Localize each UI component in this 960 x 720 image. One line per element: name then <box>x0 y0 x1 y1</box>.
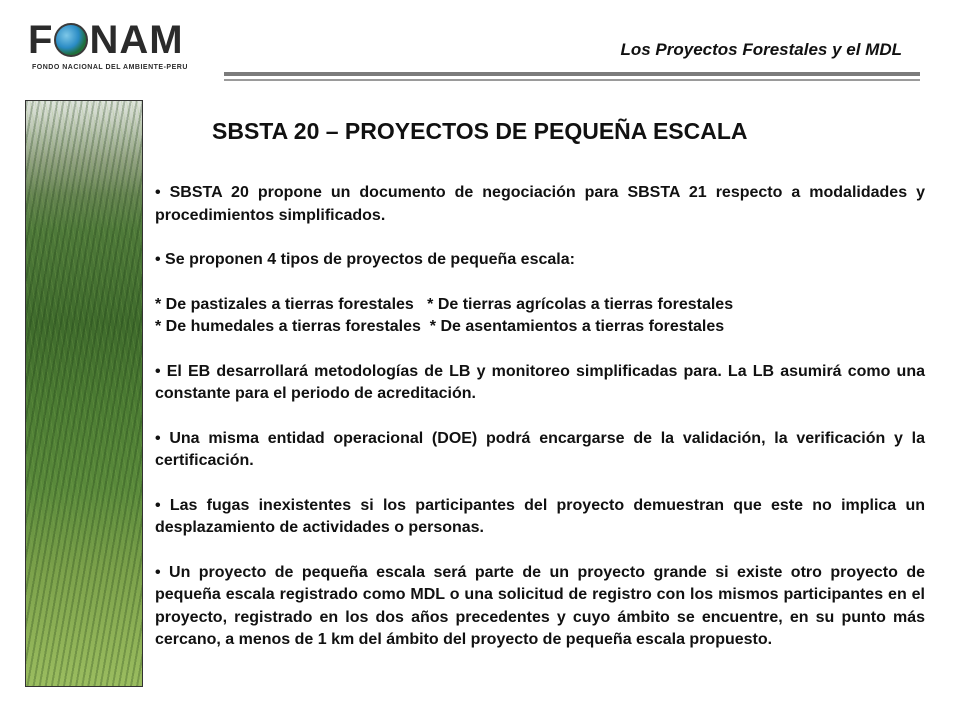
bullet-paragraph: • El EB desarrollará metodologías de LB y monitoreo simplificadas para. La LB asumirá como una constante para el periodo de acreditación. <box>155 362 925 402</box>
logo-wordmark: F NAM <box>28 18 184 62</box>
header-divider-thick <box>224 72 920 76</box>
globe-icon <box>54 23 88 57</box>
slide-title: SBSTA 20 – PROYECTOS DE PEQUEÑA ESCALA <box>212 118 748 144</box>
fonam-logo <box>28 14 218 78</box>
forest-image <box>25 100 143 687</box>
logo-subtitle: FONDO NACIONAL DEL AMBIENTE-PERU <box>32 64 188 71</box>
project-types-line: * De humedales a tierras forestales * De asentamientos a tierras forestales <box>155 318 725 335</box>
bullet-paragraph: • Una misma entidad operacional (DOE) podrá encargarse de la validación, la verificación y la certificación. <box>155 429 925 469</box>
header-title: Los Proyectos Forestales y el MDL <box>620 40 902 59</box>
bullet-paragraph: • SBSTA 20 propone un documento de negociación para SBSTA 21 respecto a modalidades y procedimientos simplificados. <box>155 184 925 224</box>
project-types-line: * De pastizales a tierras forestales * De tierras agrícolas a tierras forestales <box>155 295 734 313</box>
header-divider-thin <box>224 79 920 81</box>
bullet-paragraph: • Un proyecto de pequeña escala será parte de un proyecto grande si existe otro proyecto de pequeña escala registrado como MDL o una solicitud de registro con los mismos participantes en el proyecto, registrado en los dos años precedentes y cuyo ámbito se encuentre, en su punto más cercano, a menos de 1 km del ámbito del proyecto de pequeña escala propuesto. <box>155 563 925 648</box>
bullet-paragraph: • Las fugas inexistentes si los participantes del proyecto demuestran que este no implica un desplazamiento de actividades o personas. <box>155 496 925 536</box>
bullet-paragraph: • Se proponen 4 tipos de proyectos de pequeña escala: <box>155 251 575 268</box>
slide-body <box>155 182 925 652</box>
